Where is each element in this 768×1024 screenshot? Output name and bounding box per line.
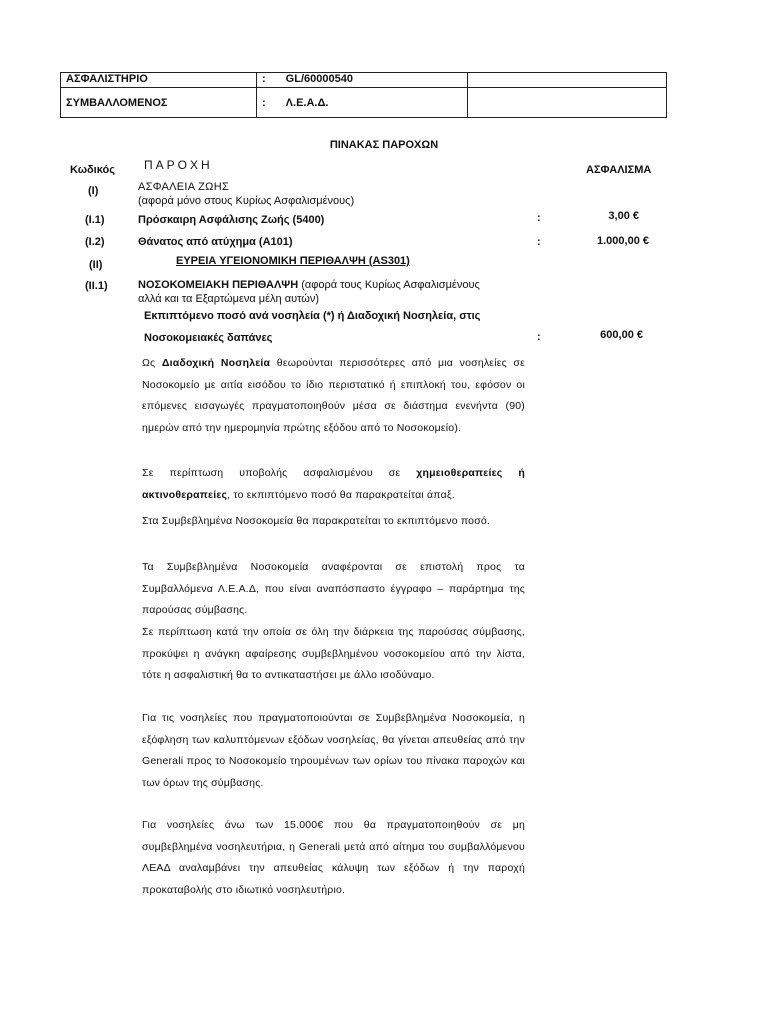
p1-term: Διαδοχική Νοσηλεία	[161, 357, 271, 369]
health-care-label-text: ΕΥΡΕΙΑ ΥΓΕΙΟΝΟΜΙΚΗ ΠΕΡΙΘΑΛΨΗ (AS301)	[176, 255, 410, 267]
policy-number: GL/60000540	[285, 73, 353, 85]
row-code-I1: (I.1)	[85, 214, 105, 226]
deductible-amount: 600,00 €	[600, 329, 643, 341]
paragraph-chemotherapy	[142, 463, 525, 506]
policy-value-cell	[257, 73, 468, 88]
row-code-I2: (I.2)	[85, 236, 105, 248]
contractor-colon: :	[262, 96, 266, 109]
paragraph-direct-payment	[142, 708, 525, 794]
p2-rest: , το εκπιπτόμενο ποσό θα παρακρατείται άπαξ.	[227, 488, 455, 501]
hospital-care-note-line2: αλλά και τα Εξαρτώμενα μέλη αυτών)	[138, 293, 320, 305]
row-code-II1: (II.1)	[85, 280, 108, 292]
p4-text: Τα Συμβεβλημένα Νοσοκομεία αναφέρονται σε επιστολή προς τα Συμβαλλόμενα Λ.Ε.Α.Δ, που είναι αναπόσπαστο έγγραφο – παράρτημα της παρούσας σύμβασης.	[142, 561, 525, 616]
deductible-label-line1: Εκπιπτόμενο ποσό ανά νοσηλεία (*) ή Διαδοχική Νοσηλεία, στις	[144, 310, 481, 322]
p1-intro: Ως	[142, 357, 162, 369]
contractor-label: ΣΥΜΒΑΛΛΟΜΕΝΟΣ	[61, 88, 257, 118]
policy-header-table	[60, 72, 667, 118]
contractor-value: Λ.Ε.Α.Δ.	[285, 96, 329, 109]
hospital-care-note: (αφορά τους Κυρίως Ασφαλισμένους	[298, 279, 480, 291]
p2-intro: Σε περίπτωση υποβολής ασφαλισμένου σε	[142, 467, 417, 479]
term-life-label: Πρόσκαιρη Ασφάλισης Ζωής (5400)	[138, 214, 325, 226]
p7-text: Για νοσηλείες άνω των 15.000€ που θα πραγματοποιηθούν σε μη συμβεβλημένα νοσηλευτήρια, η Generali μετά από αίτημα του συμβαλλόμενου ΛΕΑΔ αναλαμβάνει την απευθείας κάλυψη των εξόδων ή την παροχή προκαταβολής στο ιδιωτικό νοσηλευτήριο.	[142, 819, 525, 896]
term-life-amount: 3,00 €	[608, 210, 639, 222]
row-code-I: (I)	[88, 185, 99, 197]
accidental-death-label: Θάνατος από ατύχημα (A101)	[138, 236, 293, 248]
paragraph-contracted-hospitals-letter	[142, 557, 525, 622]
contractor-value-cell	[257, 88, 468, 118]
policy-colon: :	[262, 73, 266, 85]
policy-empty-cell	[468, 73, 667, 88]
life-insurance-label: ΑΣΦΑΛΕΙΑ ΖΩΗΣ	[138, 181, 230, 193]
paragraph-contracted-hospitals-deductible	[142, 511, 525, 533]
code-column-header: Κωδικός	[70, 164, 115, 176]
policy-row	[61, 73, 667, 88]
contractor-row	[61, 88, 667, 118]
life-insurance-note: (αφορά μόνο στους Κυρίως Ασφαλισμένους)	[138, 195, 355, 207]
p6-text: Για τις νοσηλείες που πραγματοποιούνται σε Συμβεβλημένα Νοσοκομεία, η εξόφληση των καλυπτόμενων εξόδων νοσηλείας, θα γίνεται απευθείας από την Generali προς το Νοσοκομείο τηρουμένων των ορίων του πίνακα παροχών και των όρων της σύμβασης.	[142, 712, 525, 789]
policy-label: ΑΣΦΑΛΙΣΤΗΡΙΟ	[61, 73, 257, 88]
row-code-II: (II)	[89, 259, 103, 271]
accidental-death-amount: 1.000,00 €	[597, 235, 649, 247]
benefit-column-header: ΠΑΡΟΧΗ	[144, 158, 213, 172]
p2-term: χημειοθεραπείες ή ακτινοθεραπείες	[142, 467, 526, 501]
p5-text: Σε περίπτωση κατά την οποία σε όλη την διάρκεια της παρούσας σύμβασης, προκύψει η ανάγκη αφαίρεσης συμβεβλημένου νοσοκομείου από την λίστα, τότε η ασφαλιστική θα το αντικαταστήσει με άλλο ισοδύναμο.	[142, 626, 525, 681]
benefits-table-title: ΠΙΝΑΚΑΣ ΠΑΡΟΧΩΝ	[329, 139, 439, 151]
paragraph-large-claims	[142, 815, 525, 901]
p3-text: Στα Συμβεβλημένα Νοσοκομεία θα παρακρατείται το εκπιπτόμενο ποσό.	[142, 515, 491, 527]
paragraph-consecutive-hospitalization	[142, 353, 525, 439]
p1-rest: θεωρούνται περισσότερες από μια νοσηλείες σε Νοσοκομείο με αιτία εισόδου το ίδιο περιστατικό ή επιπλοκή του, εφόσον οι επόμενες εισαγωγές πραγματοποιηθούν μέσα σε διάστημα ενενήντα (90) ημερών από την ημερομηνία πρώτης εξόδου από το Νοσοκομείο).	[142, 357, 525, 434]
hospital-care-label	[138, 279, 480, 291]
contractor-empty-cell	[468, 88, 667, 118]
accidental-death-colon: :	[537, 236, 541, 248]
health-care-label	[176, 255, 410, 267]
deductible-label-line2: Νοσοκομειακές δαπάνες	[144, 332, 273, 344]
paragraph-hospital-removal	[142, 622, 525, 687]
sum-insured-column-header: ΑΣΦΑΛΙΣΜΑ	[586, 164, 652, 176]
term-life-colon: :	[537, 212, 541, 224]
hospital-care-title: ΝΟΣΟΚΟΜΕΙΑΚΗ ΠΕΡΙΘΑΛΨΗ	[138, 279, 299, 291]
deductible-colon: :	[537, 331, 541, 343]
